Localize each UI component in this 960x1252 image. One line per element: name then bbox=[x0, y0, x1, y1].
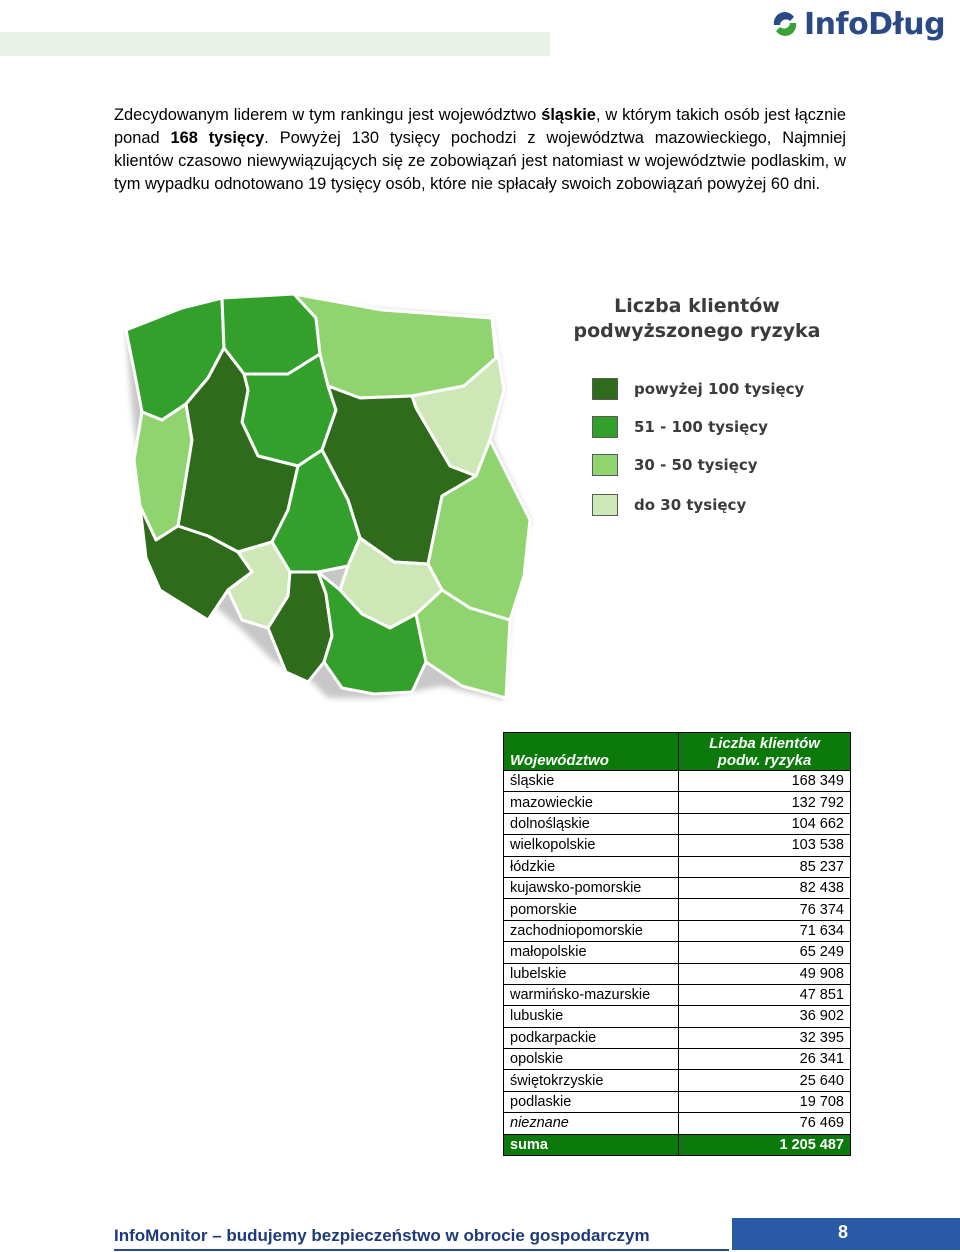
table-row bbox=[504, 963, 851, 984]
sum-label: suma bbox=[504, 1134, 679, 1155]
cell-name: podlaskie bbox=[504, 1091, 679, 1112]
table-header-clients bbox=[679, 733, 851, 771]
cell-name: lubelskie bbox=[504, 963, 679, 984]
table-row bbox=[504, 771, 851, 792]
table-row bbox=[504, 920, 851, 941]
cell-value: 25 640 bbox=[679, 1070, 851, 1091]
cell-name: kujawsko-pomorskie bbox=[504, 877, 679, 898]
cell-value: 32 395 bbox=[679, 1027, 851, 1048]
table-row bbox=[504, 1070, 851, 1091]
cell-value: 76 469 bbox=[679, 1113, 851, 1134]
legend-title bbox=[562, 294, 832, 344]
table-row bbox=[504, 792, 851, 813]
table-sum-row bbox=[504, 1134, 851, 1155]
footer-divider bbox=[114, 1249, 729, 1251]
cell-value: 47 851 bbox=[679, 984, 851, 1005]
paragraph-bold: śląskie bbox=[541, 106, 596, 124]
cell-value: 26 341 bbox=[679, 1049, 851, 1070]
table-row bbox=[504, 835, 851, 856]
cell-name: pomorskie bbox=[504, 899, 679, 920]
cell-value: 85 237 bbox=[679, 856, 851, 877]
cell-value: 36 902 bbox=[679, 1006, 851, 1027]
table-header-clients-line2: podw. ryzyka bbox=[717, 752, 812, 769]
cell-name: podkarpackie bbox=[504, 1027, 679, 1048]
legend-swatch bbox=[592, 378, 618, 400]
paragraph-bold: 168 tysięcy bbox=[170, 129, 265, 147]
cell-name: łódzkie bbox=[504, 856, 679, 877]
cell-value: 19 708 bbox=[679, 1091, 851, 1112]
legend-label: powyżej 100 tysięcy bbox=[634, 380, 805, 398]
table-row bbox=[504, 877, 851, 898]
cell-value: 49 908 bbox=[679, 963, 851, 984]
poland-map bbox=[112, 290, 542, 710]
clients-table bbox=[503, 732, 851, 1156]
legend-item bbox=[592, 454, 758, 476]
table-row bbox=[504, 1049, 851, 1070]
cell-value: 76 374 bbox=[679, 899, 851, 920]
table-row bbox=[504, 1091, 851, 1112]
cell-name: opolskie bbox=[504, 1049, 679, 1070]
table-row bbox=[504, 984, 851, 1005]
table-row bbox=[504, 1113, 851, 1134]
table-header-clients-line1: Liczba klientów bbox=[709, 735, 820, 752]
cell-name: mazowieckie bbox=[504, 792, 679, 813]
legend-swatch bbox=[592, 494, 618, 516]
cell-name: świętokrzyskie bbox=[504, 1070, 679, 1091]
table-row bbox=[504, 1027, 851, 1048]
legend-swatch bbox=[592, 454, 618, 476]
intro-paragraph bbox=[114, 104, 846, 196]
legend-title-line2: podwyższonego ryzyka bbox=[573, 320, 821, 342]
table-row bbox=[504, 813, 851, 834]
table-header-row bbox=[504, 733, 851, 771]
legend-item bbox=[592, 494, 746, 516]
poland-map-svg bbox=[112, 290, 542, 710]
paragraph-text: , w którym takich osób jest łącznie ponad bbox=[114, 106, 847, 147]
cell-value: 71 634 bbox=[679, 920, 851, 941]
header-band bbox=[0, 32, 550, 56]
cell-name: lubuskie bbox=[504, 1006, 679, 1027]
paragraph-text: . Powyżej 130 tysięcy pochodzi z województwa mazowieckiego, Najmniej klientów czasowo niewywiązujących się ze zobowiązań jest natomiast w województwie podlaskim, w tym wypadku odnotowano 19 tysięcy osób, które nie spłacały swoich zobowiązań powyżej 60 dni. bbox=[114, 129, 846, 193]
logo-text: InfoDług bbox=[804, 6, 946, 42]
cell-name: zachodniopomorskie bbox=[504, 920, 679, 941]
table-header-voivodeship: Województwo bbox=[504, 733, 679, 771]
table-row bbox=[504, 856, 851, 877]
page-number: 8 bbox=[838, 1222, 849, 1242]
logo-mark-icon bbox=[770, 9, 800, 39]
table-row bbox=[504, 899, 851, 920]
logo bbox=[770, 4, 945, 44]
footer-text: InfoMonitor – budujemy bezpieczeństwo w obrocie gospodarczym bbox=[114, 1226, 650, 1245]
legend-label: 30 - 50 tysięcy bbox=[634, 456, 758, 474]
legend-swatch bbox=[592, 416, 618, 438]
cell-value: 104 662 bbox=[679, 813, 851, 834]
cell-name: warmińsko-mazurskie bbox=[504, 984, 679, 1005]
legend-item bbox=[592, 378, 804, 400]
cell-value: 132 792 bbox=[679, 792, 851, 813]
paragraph-text: Zdecydowanym liderem w tym rankingu jest województwo bbox=[114, 106, 542, 124]
legend-label: do 30 tysięcy bbox=[634, 496, 747, 514]
legend-label: 51 - 100 tysięcy bbox=[634, 418, 768, 436]
cell-value: 168 349 bbox=[679, 771, 851, 792]
table-row bbox=[504, 942, 851, 963]
cell-name: nieznane bbox=[504, 1113, 679, 1134]
cell-name: małopolskie bbox=[504, 942, 679, 963]
sum-value: 1 205 487 bbox=[679, 1134, 851, 1155]
cell-name: śląskie bbox=[504, 771, 679, 792]
cell-name: wielkopolskie bbox=[504, 835, 679, 856]
cell-value: 65 249 bbox=[679, 942, 851, 963]
cell-value: 82 438 bbox=[679, 877, 851, 898]
legend-item bbox=[592, 416, 768, 438]
cell-name: dolnośląskie bbox=[504, 813, 679, 834]
table-row bbox=[504, 1006, 851, 1027]
cell-value: 103 538 bbox=[679, 835, 851, 856]
legend-title-line1: Liczba klientów bbox=[614, 295, 780, 317]
